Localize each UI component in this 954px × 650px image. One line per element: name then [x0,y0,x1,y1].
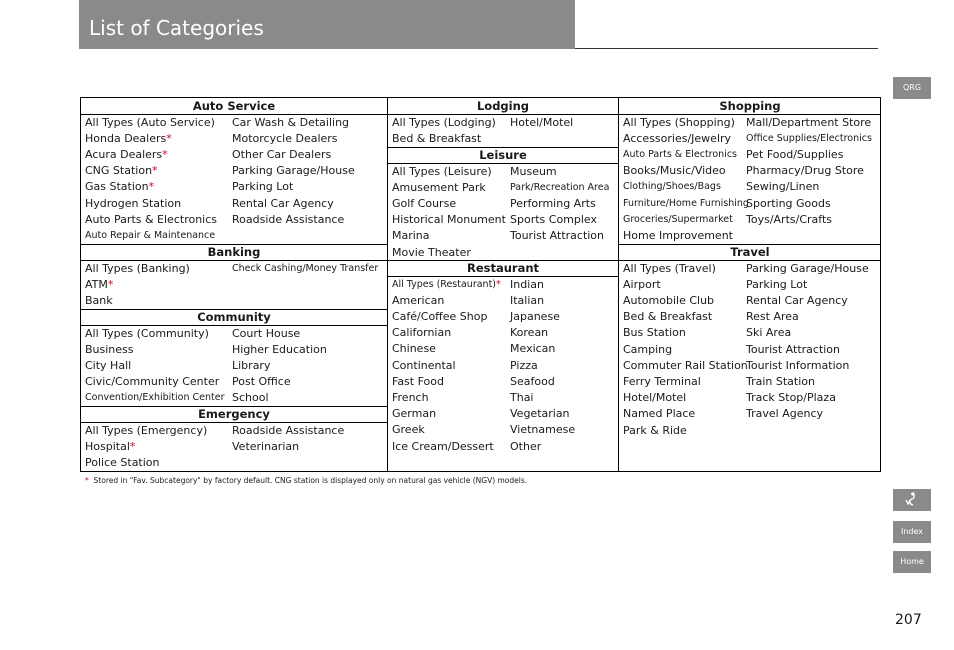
restaurant-item: Italian [510,293,545,307]
restaurant-item: Continental [392,358,456,372]
travel-item: Commuter Rail Station [623,358,748,372]
leisure-item: Tourist Attraction [510,229,605,243]
restaurant-item: Thai [510,390,534,404]
community-item: Post Office [232,375,291,389]
travel-item: Rest Area [746,310,799,324]
lodging-item: All Types (Lodging) [392,115,496,129]
header-travel: Travel [730,245,770,259]
travel-item: Named Place [623,407,696,421]
restaurant-item: Indian [510,277,544,291]
leisure-item: Movie Theater [392,245,471,259]
auto-service-item: Auto Parts & Electronics [85,212,218,226]
footnote-star: * [496,278,501,290]
categories-table [80,97,881,472]
travel-item: Camping [623,342,673,356]
auto-service-item: Hydrogen Station [85,196,182,210]
shopping-item: Pharmacy/Drug Store [746,164,864,178]
emergency-item: Roadside Assistance [232,423,345,437]
leisure-item: Amusement Park [392,180,486,194]
footnote-star: * [166,131,172,145]
restaurant-item: Café/Coffee Shop [392,309,488,323]
navigation-icon [902,491,922,509]
restaurant-item: Vegetarian [510,407,570,421]
community-item: Business [85,342,134,356]
shopping-item: Sporting Goods [746,196,831,210]
auto-service-item: Other Car Dealers [232,147,332,161]
lodging-item: Bed & Breakfast [392,131,482,145]
auto-service-item: Parking Lot [232,180,294,194]
auto-service-item: CNG Station* [85,164,158,178]
restaurant-item: Mexican [510,342,556,356]
emergency-item: All Types (Emergency) [85,423,208,437]
restaurant-item: French [392,390,429,404]
title-bar [79,0,575,49]
footnote-star: * [148,180,155,194]
auto-service-item: Car Wash & Detailing [232,115,350,129]
shopping-item: Books/Music/Video [623,164,726,178]
travel-item: Train Station [746,374,815,388]
shopping-item: Toys/Arts/Crafts [746,212,832,226]
leisure-item: Performing Arts [510,196,596,210]
restaurant-item: Chinese [392,342,436,356]
community-item: Court House [232,326,301,340]
banking-item: All Types (Banking) [85,261,190,275]
community-item: School [232,391,269,405]
page-number: 207 [895,612,922,628]
footnote-text: Stored in "Fav. Subcategory" by factory default. CNG station is displayed only on natural gas vehicle (NGV) models. [93,476,528,485]
header-restaurant: Restaurant [466,261,540,275]
leisure-item: All Types (Leisure) [392,164,492,178]
travel-item: Tourist Information [746,358,850,372]
header-emergency: Emergency [198,407,270,421]
restaurant-item: German [392,407,437,421]
header-banking: Banking [207,245,261,259]
auto-service-item: Rental Car Agency [232,196,334,210]
auto-service-item: Honda Dealers* [85,131,172,145]
travel-item: Track Stop/Plaza [746,391,836,405]
restaurant-item: Seafood [510,374,555,388]
community-item: Civic/Community Center [85,375,220,389]
shopping-item: Home Improvement [623,228,733,242]
community-item: Convention/Exhibition Center [85,392,225,404]
shopping-item: Office Supplies/Electronics [746,132,872,144]
restaurant-item: Fast Food [392,374,444,388]
emergency-item: Hospital* [85,439,136,453]
restaurant-item: Ice Cream/Dessert [392,439,494,453]
shopping-item: Auto Parts & Electronics [623,148,738,160]
footnote-mark: * [85,476,89,485]
shopping-item: Groceries/Supermarket [623,213,733,225]
travel-item: Parking Lot [746,277,808,291]
leisure-item: Historical Monument [392,213,506,227]
community-item: All Types (Community) [85,326,209,340]
leisure-item: Park/Recreation Area [510,181,610,193]
travel-item: Airport [623,277,661,291]
footnote-star: * [162,147,168,161]
auto-service-item: All Types (Auto Service) [85,115,215,129]
shopping-item: Mall/Department Store [746,115,872,129]
auto-service-item: Auto Repair & Maintenance [85,229,216,241]
travel-item: Bus Station [623,326,686,340]
page-title: List of Categories [89,16,264,40]
community-item: City Hall [85,358,132,372]
leisure-item: Marina [392,229,430,243]
leisure-item: Sports Complex [510,213,598,227]
header-leisure: Leisure [479,148,527,162]
column-divider [618,98,619,471]
travel-item: Ski Area [746,326,792,340]
travel-item: Automobile Club [623,293,715,307]
shopping-item: All Types (Shopping) [623,115,735,129]
footnote-star: * [129,439,136,453]
travel-item: All Types (Travel) [623,261,716,275]
shopping-item: Clothing/Shoes/Bags [623,181,721,193]
shopping-item: Pet Food/Supplies [746,147,844,161]
nav-icon-button[interactable] [893,489,931,511]
community-item: Library [232,358,271,372]
travel-item: Tourist Attraction [746,342,841,356]
restaurant-item: Japanese [510,309,560,323]
lodging-item: Hotel/Motel [510,115,574,129]
auto-service-item: Motorcycle Dealers [232,131,338,145]
restaurant-item: Californian [392,326,452,340]
restaurant-item: American [392,293,445,307]
footnote-star: * [152,164,158,178]
auto-service-item: Roadside Assistance [232,212,345,226]
travel-item: Travel Agency [746,407,823,421]
restaurant-item: Greek [392,423,425,437]
auto-service-item: Gas Station* [85,180,155,194]
travel-item: Parking Garage/House [746,261,869,275]
home-button[interactable]: Home [893,551,931,573]
auto-service-item: Acura Dealers* [85,147,168,161]
footnote [85,476,527,485]
qrg-button[interactable]: QRG [893,77,931,99]
community-item: Higher Education [232,342,327,356]
index-button[interactable]: Index [893,521,931,543]
travel-item: Ferry Terminal [623,374,701,388]
leisure-item: Museum [510,164,557,178]
shopping-item: Sewing/Linen [746,180,820,194]
restaurant-item: Vietnamese [510,423,576,437]
restaurant-item: Other [510,439,542,453]
travel-item: Rental Car Agency [746,293,848,307]
shopping-item: Accessories/Jewelry [623,131,732,145]
travel-item: Park & Ride [623,423,687,437]
restaurant-item: Pizza [510,358,538,372]
travel-item: Hotel/Motel [623,391,687,405]
header-lodging: Lodging [476,99,530,113]
restaurant-item: All Types (Restaurant)* [392,278,501,290]
header-auto-service: Auto Service [192,99,276,113]
banking-item: ATM* [85,277,114,291]
banking-item: Check Cashing/Money Transfer [232,262,379,274]
auto-service-item: Parking Garage/House [232,164,355,178]
restaurant-item: Korean [510,326,549,340]
emergency-item: Police Station [85,455,160,469]
banking-item: Bank [85,293,113,307]
shopping-item: Furniture/Home Furnishing [623,197,749,209]
header-shopping: Shopping [719,99,781,113]
leisure-item: Golf Course [392,196,457,210]
travel-item: Bed & Breakfast [623,310,713,324]
title-rule [575,48,878,49]
emergency-item: Veterinarian [232,439,300,453]
footnote-star: * [107,277,114,291]
header-community: Community [197,310,271,324]
